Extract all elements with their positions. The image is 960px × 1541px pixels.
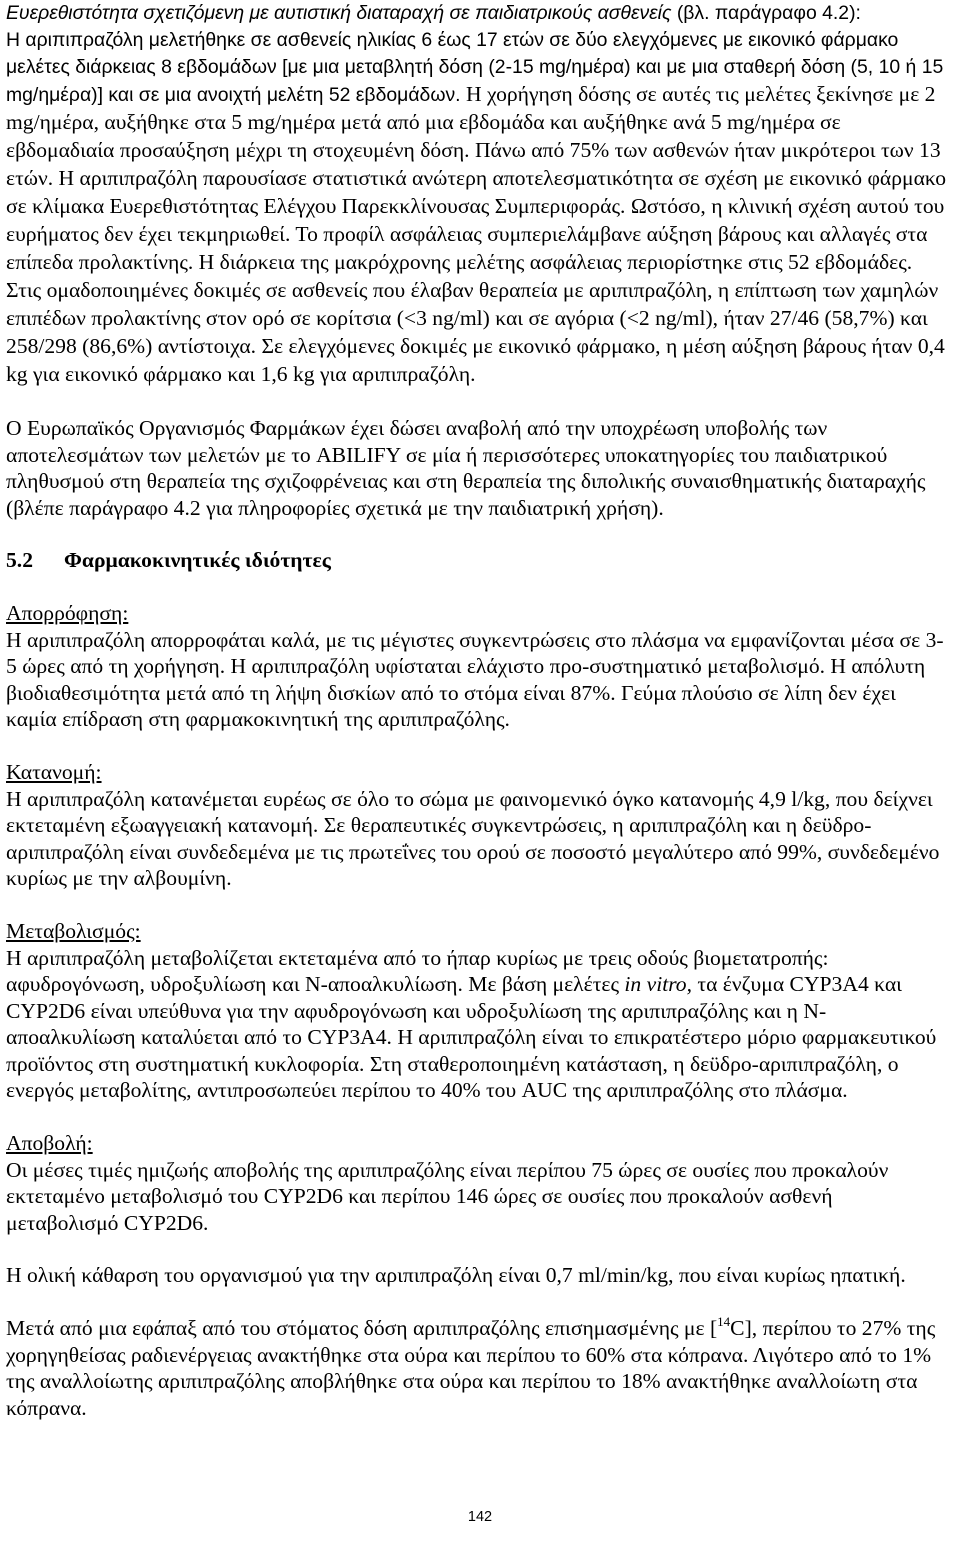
elimination-radiolabel-text bbox=[6, 1315, 950, 1421]
radiolabel-superscript: 14 bbox=[717, 1314, 731, 1330]
autism-dosing-text: Η χορήγηση δόσης σε αυτές τις μελέτες ξεκίνησε με 2 mg/ημέρα, αυξήθηκε στα 5 mg/ημέρα μετά από μια εβδομάδα και αυξήθηκε ανά 5 mg/ημέρα σε εβδομαδιαία προσαύξηση μέχρι τη στοχευμένη δόση. Πάνω από 75% των ασθενών ήταν μικρότεροι των 13 ετών. Η αριπιπραζόλη παρουσίασε στατιστικά ανώτερη αποτελεσματικότητα σε σχέση με εικονικό φάρμακο σε κλίμακα Ευερεθιστότητας Ελέγχου Παρεκκλίνουσας Συμπεριφοράς. Ωστόσο, η κλινική σχέση αυτού του ευρήματος δεν έχει τεκμηριωθεί. Το προφίλ ασφάλειας συμπεριελάμβανε αύξηση βάρους και αλλαγές στα επίπεδα προλακτίνης. Η διάρκεια της μακρόχρονης μελέτης ασφάλειας περιορίστηκε στις 52 εβδομάδες. Στις ομαδοποιημένες δοκιμές σε ασθενείς που έλαβαν θεραπεία με αριπιπραζόλη, η επίπτωση των χαμηλών επιπέδων προλακτίνης στον ορό σε κορίτσια (<3 ng/ml) και σε αγόρια (<2 ng/ml), ήταν 27/46 (58,7%) και 258/298 (86,6%) αντίστοιχα. Σε ελεγχόμενες δοκιμές με εικονικό φάρμακο, η μέση αύξηση βάρους ήταν 0,4 kg για εικονικό φάρμακο και 1,6 kg για αριπιπραζόλη. bbox=[6, 82, 947, 386]
page-number: 142 bbox=[467, 1509, 493, 1525]
metabolism-text-before: Η αριπιπραζόλη μεταβολίζεται εκτεταμένα από το ήπαρ κυρίως με τρεις οδούς βιομετατροπής: αφυδρογόνωση, υδροξυλίωση και Ν-αποαλκυλίωση. Με βάση μελέτες bbox=[6, 945, 829, 997]
distribution-text: Η αριπιπραζόλη κατανέμεται ευρέως σε όλο το σώμα με φαινομενικό όγκο κατανομής 4,9 l/kg, που δείχνει εκτεταμένη εξωαγγειακή κατανομή. Σε θεραπευτικές συγκεντρώσεις, η αριπιπραζόλη και η δεϋδρο-αριπιπραζόλη είναι συνδεδεμένα με τις πρωτεΐνες του ορού σε ποσοστό μεγαλύτερο από 99%, συνδεδεμένο κυρίως με την αλβουμίνη. bbox=[6, 786, 940, 891]
elimination-half-life-text: Οι μέσες τιμές ημιζωής αποβολής της αριπιπραζόλης είναι περίπου 75 ώρες σε ουσίες που προκαλούν εκτεταμένο μεταβολισμό του CYP2D6 και περίπου 146 ώρες σε ουσίες που προκαλούν ασθενή μεταβολισμό CYP2D6. bbox=[6, 1157, 889, 1235]
radiolabel-text-after: C], περίπου το 27% της χορηγηθείσας ραδιενέργειας ανακτήθηκε στα ούρα και περίπου το 60% στα κόπρανα. Λιγότερο από το 1% της αναλλοίωτης αριπιπραζόλης αποβλήθηκε στα ούρα και περίπου το 18% ανακτήθηκε αναλλοίωτη στα κόπρανα. bbox=[6, 1316, 936, 1420]
document-page bbox=[6, 0, 950, 1421]
section-title: Φαρμακοκινητικές ιδιότητες bbox=[64, 548, 331, 573]
absorption-text: Η αριπιπραζόλη απορροφάται καλά, με τις μέγιστες συγκεντρώσεις στο πλάσμα να εμφανίζονται μέσα σε 3-5 ώρες από τη χορήγηση. Η αριπιπραζόλη υφίσταται ελάχιστο προ-συστηματικό μεταβολισμό. Η απόλυτη βιοδιαθεσιμότητα μετά από τη λήψη δισκίων από το στόμα είναι 87%. Γεύμα πλούσιο σε λίπη δεν έχει καμία επίδραση στη φαρμακοκινητική της αριπιπραζόλης. bbox=[6, 627, 944, 732]
elimination-heading: Αποβολή: bbox=[6, 1131, 93, 1156]
section-heading bbox=[6, 547, 950, 574]
paragraph-autism-study bbox=[6, 0, 950, 389]
autism-heading-reference: (βλ. παράγραφο 4.2): bbox=[671, 2, 861, 24]
paragraph-ema-deferral: Ο Ευρωπαϊκός Οργανισμός Φαρμάκων έχει δώσει αναβολή από την υποχρέωση υποβολής των αποτελεσμάτων των μελετών με το ABILIFY σε μία ή περισσότερες υποκατηγορίες του παιδιατρικού πληθυσμού στη θεραπεία της σχιζοφρένειας και στη θεραπεία της διπολικής συναισθηματικής διαταραχής (βλέπε παράγραφο 4.2 για πληροφορίες σχετικά με την παιδιατρική χρήση). bbox=[6, 416, 926, 520]
autism-irritability-heading: Ευερεθιστότητα σχετιζόμενη με αυτιστική διαταραχή σε παιδιατρικούς ασθενείς bbox=[6, 2, 672, 24]
absorption-heading: Απορρόφηση: bbox=[6, 600, 129, 625]
metabolism-text bbox=[6, 945, 950, 1105]
metabolism-heading: Μεταβολισμός: bbox=[6, 918, 141, 943]
section-number: 5.2 bbox=[6, 548, 33, 573]
radiolabel-text-before: Μετά από μια εφάπαξ από του στόματος δόση αριπιπραζόλης επισημασμένης με [ bbox=[6, 1316, 718, 1341]
metabolism-in-vitro: in vitro, bbox=[624, 972, 692, 997]
elimination-clearance-text: Η ολική κάθαρση του οργανισμού για την αριπιπραζόλη είναι 0,7 ml/min/kg, που είναι κυρίως ηπατική. bbox=[6, 1263, 906, 1288]
autism-study-text: Η αριπιπραζόλη μελετήθηκε σε ασθενείς ηλικίας 6 έως 17 ετών σε δύο ελεγχόμενες με εικονικό φάρμακο μελέτες διάρκειας 8 εβδομάδων [με μια μεταβλητή δόση (2-15 mg/ημέρα) και με μια σταθερή δόση (5, 10 ή 15 mg/ημέρα)] και σε μια ανοιχτή μελέτη 52 εβδομάδων. bbox=[6, 29, 944, 106]
distribution-heading: Κατανομή: bbox=[6, 759, 102, 784]
metabolism-text-after: τα ένζυμα CYP3A4 και CYP2D6 είναι υπεύθυνα για την αφυδρογόνωση και υδροξυλίωση της αριπιπραζόλης και η Ν-αποαλκυλίωση καταλύεται από το CYP3A4. Η αριπιπραζόλη είναι το επικρατέστερο μόριο φαρμακευτικού προϊόντος στη συστηματική κυκλοφορία. Στη σταθεροποιημένη κατάσταση, η δεϋδρο-αριπιπραζόλη, ο ενεργός μεταβολίτης, αντιπροσωπεύει περίπου το 40% του AUC της αριπιπραζόλης στο πλάσμα. bbox=[6, 972, 937, 1103]
